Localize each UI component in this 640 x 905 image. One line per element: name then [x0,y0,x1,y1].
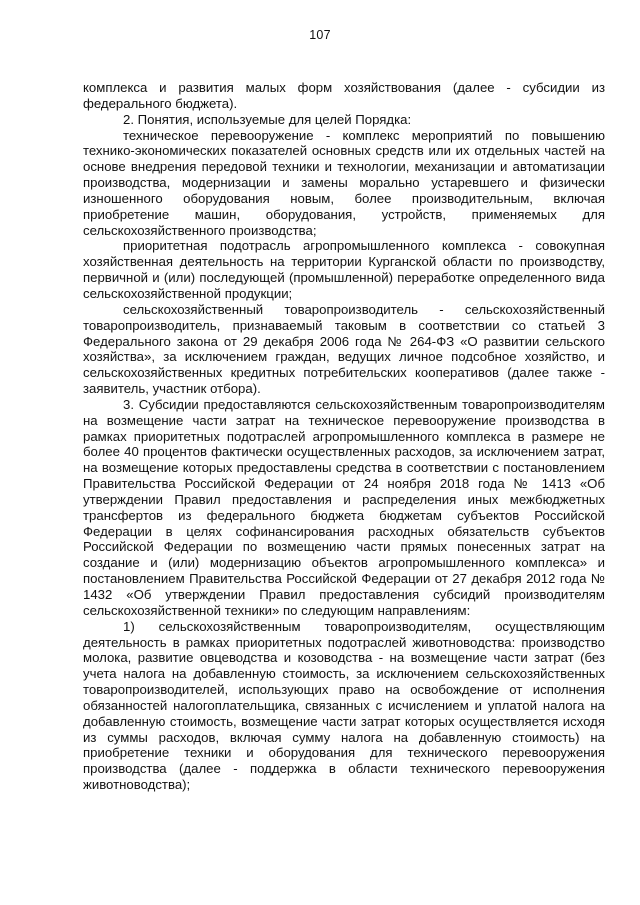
paragraph-section-2-heading: 2. Понятия, используемые для целей Порядка: [123,111,412,127]
document-body [83,80,605,793]
paragraph-definition-technical-reequipment: техническое перевооружение - комплекс мероприятий по повышению технико-экономических показателей основных средств или их отдельных частей на основе внедрения передовой техники и технологии, механизации и автоматизации производства, модернизации и замены морально устаревшего и физически изношенного оборудования новым, более производительным, включая приобретение машин, оборудования, устройств, применяемых для сельскохозяйственного производства; [83,127,605,238]
paragraph-definition-priority-subsector: приоритетная подотрасль агропромышленного комплекса - совокупная хозяйственная деятельность на территории Курганской области по производству, первичной и (или) последующей (промышленной) переработке определенного вида сельскохозяйственной продукции; [83,238,605,301]
paragraph-item-1: 1) сельскохозяйственным товаропроизводителям, осуществляющим деятельность в рамках приоритетных подотраслей животноводства: производство молока, развитие овцеводства и козоводства - на возмещение части затрат (без учета налога на добавленную стоимость, за исключением сельскохозяйственных товаропроизводителей, использующих право на освобождение от исполнения обязанностей налогоплательщика, связанных с исчислением и уплатой налога на добавленную стоимость, возмещение части затрат которых осуществляется исходя из суммы расходов, включая сумму налога на добавленную стоимость) на приобретение техники и оборудования для технического перевооружения производства (далее - поддержка в области технического перевооружения животноводства); [83,618,605,793]
paragraph-definition-agricultural-producer: сельскохозяйственный товаропроизводитель - сельскохозяйственный товаропроизводитель, признаваемый таковым в соответствии со статьей 3 Федерального закона от 29 декабря 2006 года № 264-ФЗ «О развитии сельского хозяйства», за исключением граждан, ведущих личное подсобное хозяйство, и сельскохозяйственных кредитных потребительских кооперативов (далее также - заявитель, участник отбора). [83,301,605,397]
paragraph-section-3: 3. Субсидии предоставляются сельскохозяйственным товаропроизводителям на возмещение части затрат на техническое перевооружение производства в рамках приоритетных подотраслей агропромышленного комплекса в размере не более 40 процентов фактически осуществленных расходов, за исключением затрат, на возмещение которых предоставлены средства в соответствии с постановлением Правительства Российской Федерации от 24 ноября 2018 года № 1413 «Об утверждении Правил предоставления и распределения иных межбюджетных трансфертов из федерального бюджета бюджетам субъектов Российской Федерации в целях софинансирования расходных обязательств субъектов Российской Федерации по возмещению части прямых понесенных затрат на создание и (или) модернизацию объектов агропромышленного комплекса» и постановлением Правительства Российской Федерации от 27 декабря 2012 года № 1432 «Об утверждении Правил предоставления субсидий производителям сельскохозяйственной техники» по следующим направлениям: [83,396,605,618]
page-number: 107 [309,28,331,42]
paragraph-continuation: комплекса и развития малых форм хозяйствования (далее - субсидии из федерального бюджета). [83,80,605,111]
